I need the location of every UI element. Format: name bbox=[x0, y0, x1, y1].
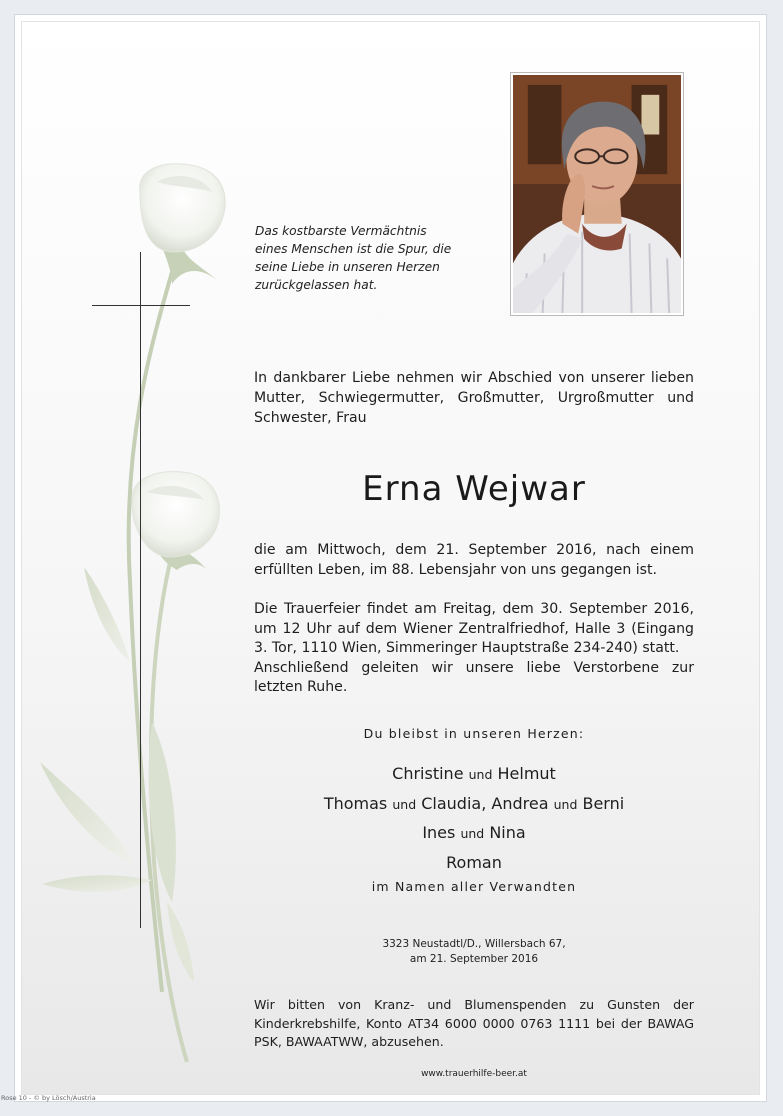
obituary-card bbox=[14, 14, 767, 1102]
intro-text: In dankbarer Liebe nehmen wir Abschied von unserer lieben Mutter, Schwiegermutter, Großmutter, Urgroßmutter und Schwester, Frau bbox=[254, 370, 694, 426]
conjunction: und bbox=[553, 796, 578, 812]
donation-request: Wir bitten von Kranz- und Blumenspenden zu Gunsten der Kinderkrebshilfe, Konto AT34 6000 0000 0763 1111 bei der BAWAG PSK, BAWAATWW, abzusehen. bbox=[254, 997, 694, 1049]
mourner-name: Helmut bbox=[497, 764, 556, 783]
mourner-line bbox=[254, 790, 694, 820]
cross-vertical-line bbox=[140, 252, 141, 928]
portrait-photo bbox=[510, 72, 684, 316]
mourner-name: Thomas bbox=[323, 793, 388, 813]
mourner-name: Ines bbox=[422, 823, 456, 842]
funeral-details-block bbox=[254, 600, 694, 698]
mourner-line bbox=[254, 819, 694, 849]
funeral-details: Die Trauerfeier findet am Freitag, dem 30. September 2016, um 12 Uhr auf dem Wiener Zentralfriedhof, Halle 3 (Eingang 3. Tor, 1110 Wien, Simmeringer Hauptstraße 234-240) statt. bbox=[254, 601, 694, 656]
mourner-line bbox=[254, 849, 694, 878]
quote-line: Das kostbarste Vermächtnis bbox=[255, 224, 427, 238]
white-rose-illustration bbox=[22, 22, 282, 1095]
cross-horizontal-line bbox=[92, 305, 190, 306]
motto: Du bleibst in unseren Herzen: bbox=[363, 726, 585, 741]
quote-line: seine Liebe in unseren Herzen bbox=[255, 260, 440, 274]
copyright-note: Rose 10 - © by Lösch/Austria bbox=[1, 1094, 96, 1102]
mourner-line bbox=[254, 760, 694, 790]
mourner-name: Berni bbox=[582, 793, 625, 813]
mourners-list bbox=[254, 760, 694, 877]
mourner-name: Roman bbox=[446, 852, 502, 872]
mourner-name: Nina bbox=[489, 823, 526, 842]
date-line: am 21. September 2016 bbox=[409, 952, 539, 965]
quote-line: zurückgelassen hat. bbox=[255, 278, 378, 292]
quote-line: eines Menschen ist die Spur, die bbox=[255, 242, 452, 256]
place-line: 3323 Neustadtl/D., Willersbach 67, bbox=[382, 938, 566, 950]
deceased-name: Erna Wejwar bbox=[362, 469, 586, 509]
mourner-name: Christine bbox=[392, 764, 464, 783]
relatives-note: im Namen aller Verwandten bbox=[371, 879, 577, 894]
conjunction: und bbox=[392, 796, 417, 812]
mourner-name: Claudia, Andrea bbox=[421, 793, 549, 813]
conjunction: und bbox=[468, 767, 493, 782]
death-notice: die am Mittwoch, dem 21. September 2016, nach einem erfüllten Leben, im 88. Lebensjahr von uns gegangen ist. bbox=[254, 542, 694, 578]
funeral-followup: Anschließend geleiten wir unsere liebe Verstorbene zur letzten Ruhe. bbox=[254, 659, 694, 695]
place-and-date bbox=[254, 937, 694, 966]
memorial-quote bbox=[255, 222, 480, 294]
obituary-panel bbox=[21, 21, 760, 1095]
website-link[interactable]: www.trauerhilfe-beer.at bbox=[421, 1069, 527, 1079]
conjunction: und bbox=[460, 826, 485, 841]
